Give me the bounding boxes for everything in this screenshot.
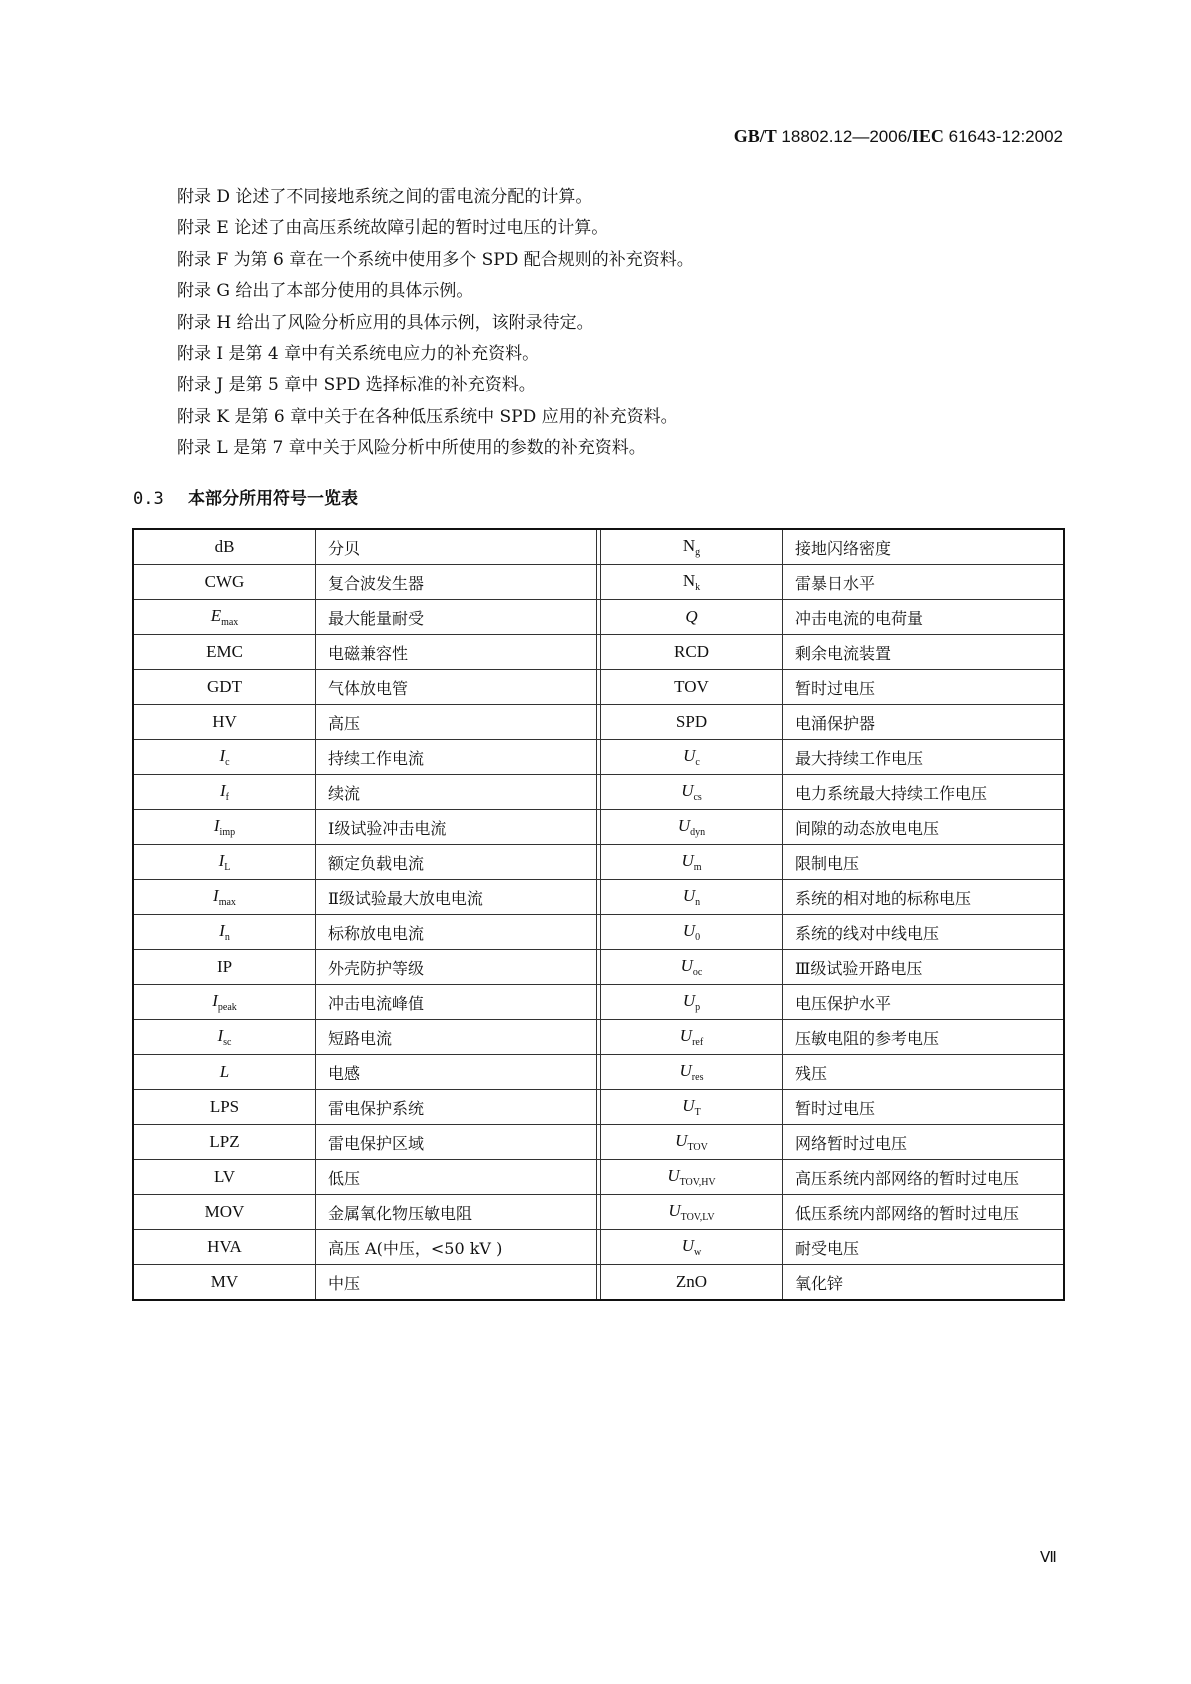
- symbol-subscript: c: [695, 757, 700, 768]
- iec-number: 61643-12:2002: [943, 127, 1063, 146]
- description-cell: 复合波发生器: [316, 565, 597, 600]
- symbol: dB: [214, 537, 235, 556]
- symbol-cell: [601, 775, 783, 810]
- symbol-subscript: cs: [693, 792, 702, 803]
- symbol: I: [213, 816, 220, 835]
- symbol-cell: [601, 845, 783, 880]
- symbol: U: [675, 1131, 688, 1150]
- description-cell: 标称放电电流: [316, 915, 597, 950]
- paragraph: 附录 J 是第 5 章中 SPD 选择标准的补充资料。: [177, 375, 536, 396]
- symbol-cell: [601, 1160, 783, 1195]
- table-row: [133, 810, 1064, 845]
- symbol: LPZ: [209, 1132, 240, 1151]
- symbol-subscript: f: [225, 792, 229, 803]
- symbol-subscript: n: [695, 897, 701, 908]
- description-cell: 额定负载电流: [316, 845, 597, 880]
- description-cell: 高压 A(中压，<50 kV ): [316, 1230, 597, 1265]
- symbol-cell: [133, 670, 316, 705]
- symbol: U: [667, 1166, 680, 1185]
- section-number: 0.3: [133, 489, 164, 509]
- symbol-subscript: res: [691, 1072, 704, 1083]
- paragraph: 附录 H 给出了风险分析应用的具体示例，该附录待定。: [177, 312, 594, 333]
- symbol: U: [682, 921, 696, 940]
- symbol-cell: [601, 670, 783, 705]
- symbol-subscript: max: [221, 617, 239, 628]
- description-cell: 雷电保护系统: [316, 1090, 597, 1125]
- description-cell: Ⅱ级试验最大放电电流: [316, 880, 597, 915]
- symbol: U: [668, 1201, 681, 1220]
- symbol-cell: [601, 810, 783, 845]
- symbol-cell: [601, 915, 783, 950]
- table-row: [133, 775, 1064, 810]
- description-cell: 冲击电流的电荷量: [783, 600, 1065, 635]
- description-cell: 压敏电阻的参考电压: [783, 1020, 1065, 1055]
- symbol: I: [219, 921, 225, 940]
- symbol-cell: [601, 529, 783, 565]
- paragraph: 附录 G 给出了本部分使用的具体示例。: [177, 281, 474, 302]
- description-cell: 残压: [783, 1055, 1065, 1090]
- table-row: [133, 1265, 1064, 1301]
- symbol-cell: [133, 1090, 316, 1125]
- description-cell: 接地闪络密度: [783, 529, 1065, 565]
- symbol-subscript: TOV,HV: [679, 1177, 716, 1188]
- description-cell: 电感: [316, 1055, 597, 1090]
- symbol-subscript: sc: [223, 1037, 232, 1048]
- symbol-cell: [601, 1020, 783, 1055]
- symbol: EMC: [206, 642, 243, 661]
- paragraph: 附录 K 是第 6 章中关于在各种低压系统中 SPD 应用的补充资料。: [177, 406, 678, 427]
- table-row: [133, 1020, 1064, 1055]
- symbol-subscript: max: [218, 897, 236, 908]
- symbol-subscript: c: [225, 757, 230, 768]
- symbol: U: [677, 816, 691, 835]
- description-cell: Ⅰ级试验冲击电流: [316, 810, 597, 845]
- symbol-subscript: ref: [692, 1037, 704, 1048]
- symbol-subscript: m: [693, 862, 702, 873]
- symbol-subscript: oc: [692, 967, 703, 978]
- table-row: [133, 705, 1064, 740]
- symbol-cell: [133, 1160, 316, 1195]
- symbol-cell: [601, 1090, 783, 1125]
- symbol: LPS: [209, 1097, 240, 1116]
- symbol: I: [219, 746, 226, 765]
- description-cell: 低压: [316, 1160, 597, 1195]
- symbol-cell: [133, 845, 316, 880]
- symbol: CWG: [204, 572, 245, 591]
- description-cell: 间隙的动态放电电压: [783, 810, 1065, 845]
- symbol-cell: [133, 705, 316, 740]
- symbol-subscript: g: [695, 547, 701, 558]
- description-cell: 持续工作电流: [316, 740, 597, 775]
- table-row: [133, 1230, 1064, 1265]
- symbol-cell: [601, 985, 783, 1020]
- symbol: I: [213, 886, 219, 905]
- page-number: Ⅶ: [1040, 1550, 1057, 1566]
- document-header: [734, 126, 1063, 147]
- symbol-subscript: L: [224, 862, 231, 873]
- symbol-cell: [601, 1265, 783, 1301]
- table-row: [133, 1090, 1064, 1125]
- symbol: U: [680, 956, 693, 975]
- table-row: [133, 845, 1064, 880]
- paragraph: 附录 E 论述了由高压系统故障引起的暂时过电压的计算。: [177, 218, 609, 239]
- symbol-subscript: T: [694, 1107, 701, 1118]
- symbol: TOV: [674, 677, 709, 696]
- description-cell: 短路电流: [316, 1020, 597, 1055]
- symbol-subscript: 0: [695, 932, 701, 943]
- description-cell: 最大持续工作电压: [783, 740, 1065, 775]
- symbol: I: [212, 991, 218, 1010]
- symbol-subscript: p: [695, 1002, 701, 1013]
- symbol-cell: [601, 1125, 783, 1160]
- symbol: Q: [685, 607, 698, 626]
- symbol-cell: [133, 740, 316, 775]
- description-cell: 高压系统内部网络的暂时过电压: [783, 1160, 1065, 1195]
- symbol-cell: [601, 950, 783, 985]
- symbol: U: [682, 1096, 695, 1115]
- symbol-subscript: w: [694, 1247, 702, 1258]
- section-title: 本部分所用符号一览表: [188, 489, 358, 509]
- symbol-cell: [601, 600, 783, 635]
- table-row: [133, 950, 1064, 985]
- table-row: [133, 740, 1064, 775]
- annex-descriptions: [177, 182, 694, 465]
- symbol: U: [682, 886, 696, 905]
- description-cell: 暂时过电压: [783, 670, 1065, 705]
- symbol-cell: [601, 635, 783, 670]
- table-row: [133, 985, 1064, 1020]
- symbol: MV: [210, 1272, 239, 1291]
- paragraph: 附录 F 为第 6 章在一个系统中使用多个 SPD 配合规则的补充资料。: [177, 249, 694, 270]
- table-row: [133, 1160, 1064, 1195]
- description-cell: 耐受电压: [783, 1230, 1065, 1265]
- description-cell: 剩余电流装置: [783, 635, 1065, 670]
- description-cell: 雷暴日水平: [783, 565, 1065, 600]
- symbol-cell: [133, 600, 316, 635]
- symbol-cell: [133, 1195, 316, 1230]
- table-row: [133, 1055, 1064, 1090]
- symbol-cell: [133, 1055, 316, 1090]
- description-cell: 低压系统内部网络的暂时过电压: [783, 1195, 1065, 1230]
- std-code: GB/T: [733, 126, 777, 146]
- description-cell: 续流: [316, 775, 597, 810]
- description-cell: 金属氧化物压敏电阻: [316, 1195, 597, 1230]
- description-cell: 氧化锌: [783, 1265, 1065, 1301]
- symbol-cell: [133, 950, 316, 985]
- symbol-cell: [133, 985, 316, 1020]
- symbol: U: [682, 991, 696, 1010]
- description-cell: 限制电压: [783, 845, 1065, 880]
- symbol: U: [681, 1236, 695, 1255]
- symbol: U: [679, 1061, 692, 1080]
- description-cell: 冲击电流峰值: [316, 985, 597, 1020]
- symbol-cell: [133, 1020, 316, 1055]
- symbols-table: [132, 528, 1065, 1301]
- symbol-cell: [133, 1125, 316, 1160]
- description-cell: 中压: [316, 1265, 597, 1301]
- symbol-cell: [601, 705, 783, 740]
- symbol-cell: [133, 635, 316, 670]
- symbol: ZnO: [675, 1272, 708, 1291]
- table-row: [133, 915, 1064, 950]
- symbol-cell: [601, 740, 783, 775]
- symbol-cell: [133, 1265, 316, 1301]
- table-row: [133, 600, 1064, 635]
- table-row: [133, 635, 1064, 670]
- paragraph: 附录 D 论述了不同接地系统之间的雷电流分配的计算。: [177, 187, 593, 207]
- symbol-subscript: dyn: [690, 827, 706, 838]
- symbol: U: [683, 746, 696, 765]
- iec-code: IEC: [911, 126, 944, 146]
- symbol: HVA: [207, 1237, 242, 1256]
- symbol: N: [682, 571, 696, 590]
- description-cell: 暂时过电压: [783, 1090, 1065, 1125]
- description-cell: Ⅲ级试验开路电压: [783, 950, 1065, 985]
- symbol-cell: [601, 565, 783, 600]
- symbol-subscript: TOV,LV: [680, 1212, 715, 1223]
- symbol-cell: [133, 880, 316, 915]
- description-cell: 系统的线对中线电压: [783, 915, 1065, 950]
- description-cell: 系统的相对地的标称电压: [783, 880, 1065, 915]
- symbol-subscript: n: [224, 932, 230, 943]
- std-number: 18802.12—2006/: [776, 127, 912, 146]
- symbol: U: [681, 851, 694, 870]
- section-heading: [133, 484, 358, 509]
- symbol: E: [210, 606, 222, 625]
- paragraph: 附录 I 是第 4 章中有关系统电应力的补充资料。: [177, 344, 540, 365]
- description-cell: 网络暂时过电压: [783, 1125, 1065, 1160]
- symbol-cell: [601, 880, 783, 915]
- symbol-cell: [133, 915, 316, 950]
- symbol-cell: [133, 775, 316, 810]
- symbol: GDT: [207, 677, 242, 696]
- paragraph: 附录 L 是第 7 章中关于风险分析中所使用的参数的补充资料。: [177, 438, 646, 459]
- description-cell: 外壳防护等级: [316, 950, 597, 985]
- description-cell: 分贝: [316, 529, 597, 565]
- symbol: I: [219, 781, 226, 800]
- description-cell: 气体放电管: [316, 670, 597, 705]
- symbol-cell: [133, 529, 316, 565]
- symbol: I: [218, 851, 225, 870]
- description-cell: 电涌保护器: [783, 705, 1065, 740]
- symbol: I: [217, 1026, 224, 1045]
- description-cell: 电磁兼容性: [316, 635, 597, 670]
- symbol: RCD: [674, 642, 709, 661]
- symbol-cell: [601, 1230, 783, 1265]
- symbol-subscript: TOV: [687, 1142, 708, 1153]
- description-cell: 最大能量耐受: [316, 600, 597, 635]
- symbol: U: [679, 1026, 693, 1045]
- symbol: L: [219, 1062, 230, 1081]
- symbol: U: [681, 781, 694, 800]
- symbol-cell: [133, 810, 316, 845]
- table-row: [133, 880, 1064, 915]
- symbol-subscript: imp: [219, 827, 236, 838]
- description-cell: 高压: [316, 705, 597, 740]
- symbol: HV: [212, 712, 237, 731]
- symbol: MOV: [204, 1202, 245, 1221]
- symbol: IP: [216, 957, 233, 976]
- table-row: [133, 565, 1064, 600]
- symbol: N: [682, 536, 696, 555]
- symbol: SPD: [675, 712, 708, 731]
- table-row: [133, 1125, 1064, 1160]
- table-row: [133, 670, 1064, 705]
- description-cell: 雷电保护区域: [316, 1125, 597, 1160]
- symbol-cell: [601, 1055, 783, 1090]
- symbol-cell: [601, 1195, 783, 1230]
- table-row: [133, 529, 1064, 565]
- symbol-cell: [133, 1230, 316, 1265]
- symbol-subscript: peak: [217, 1002, 237, 1013]
- symbol: LV: [213, 1167, 236, 1186]
- description-cell: 电压保护水平: [783, 985, 1065, 1020]
- table-row: [133, 1195, 1064, 1230]
- symbol-cell: [133, 565, 316, 600]
- description-cell: 电力系统最大持续工作电压: [783, 775, 1065, 810]
- symbol-subscript: k: [695, 582, 701, 593]
